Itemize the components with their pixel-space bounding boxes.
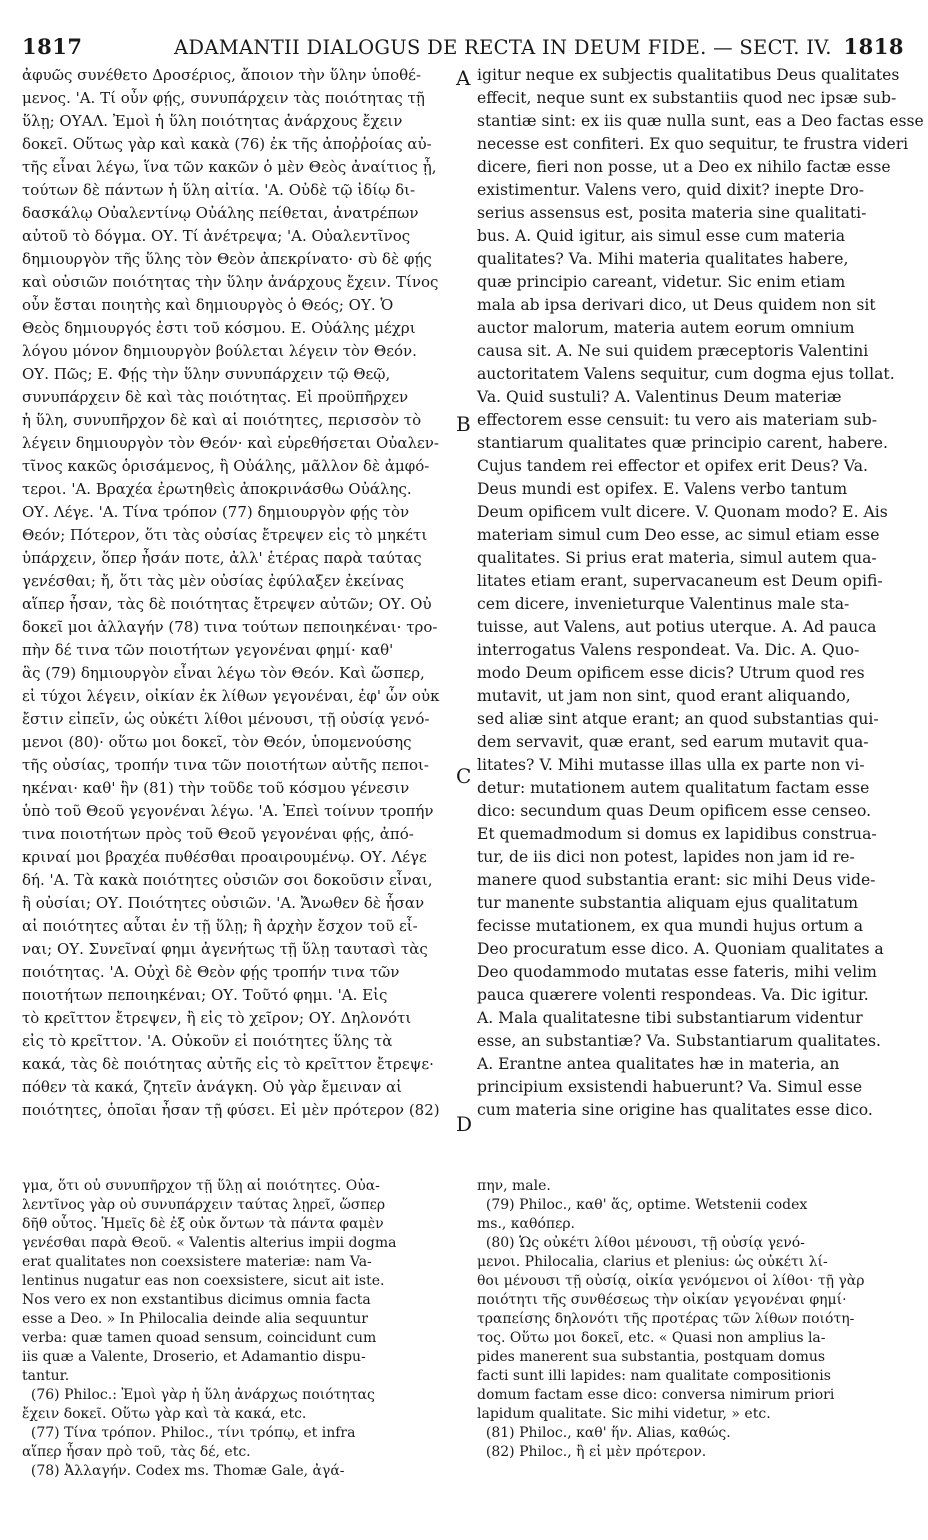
running-title: ADAMANTII DIALOGUS DE RECTA IN DEUM FIDE. — SECT. IV. xyxy=(174,36,832,59)
margin-letter-b: B xyxy=(456,412,471,436)
latin-text-column: igitur neque ex subjectis qualitatibus Deus qualitates effecit, neque sunt ex substantiis quod nec ipsæ sub- stantiæ sint: ex iis quæ nulla sunt, eas a Deo factas esse necesse est confiteri. Ex quo sequitur, te frustra videri dicere, fieri non posse, ut a Deo ex nihilo factæ esse existimentur. Valens vero, quid dixit? inepte Dro- serius assensus est, posita materia sine qualitati- bus. A. Quid igitur, ais simul esse cum materia qualitates? Va. Mihi materia qualitates habere, quæ principio careant, videtur. Sic enim etiam mala ab ipsa derivari dico, ut Deus quidem non sit auctor malorum, materia autem eorum omnium causa sit. A. Ne sui quidem præceptoris Valentini auctoritatem Valens sequitur, cum dogma ejus tollat. Va. Quid sustuli? A. Valentinus Deum materiæ effectorem esse censuit: tu vero ais materiam sub- stantiarum qualitates quæ principio carent, habere. Cujus tandem rei effector et opifex erit Deus? Va. Deus mundi est opifex. E. Valens verbo tantum Deum opificem vult dicere. V. Quonam modo? E. Ais materiam simul cum Deo esse, ac simul etiam esse qualitates. Si prius erat materia, simul autem qua- litates etiam erant, supervacaneum est Deum opifi- cem dicere, invenieturque Valentinus male sta- tuisse, aut Valens, aut potius uterque. A. Ad pauca interrogatus Valens respondeat. Va. Dic. A. Quo- modo Deum opificem esse dicis? Utrum quod res mutavit, ut jam non sint, quod erant aliquando, sed aliæ sint atque erant; an quod substantias qui- dem servavit, quæ erant, sed earum mutavit qua- litates? V. Mihi mutasse illas ulla ex parte non vi- detur: mutationem autem qualitatum factam esse dico: secundum quas Deum opificem esse censeo. Et quemadmodum si domus ex lapidibus construa- tur, de iis dici non potest, lapides non jam id re- manere quod substantia erant: sic mihi Deus vide- tur manente substantia aliquam ejus qualitatum fecisse mutationem, ex qua mundi hujus ortum a Deo procuratum esse dico. A. Quoniam qualitates a Deo quodammodo mutatas esse fateris, mihi velim pauca quærere volenti respondeas. Va. Dic igitur. A. Mala qualitatesne tibi substantiarum videntur esse, an substantiæ? Va. Substantiarum qualitates. A. Erantne antea qualitates hæ in materia, an principium exsistendi habuerunt? Va. Simul esse cum materia sine origine has qualitates esse dico. xyxy=(477,66,924,1119)
margin-letter-c: C xyxy=(456,764,472,788)
margin-letter-a: A xyxy=(456,66,471,90)
page-number-right: 1818 xyxy=(843,34,904,59)
footnotes-left: γμα, ὅτι οὐ συνυπῆρχον τῇ ὕλῃ αἱ ποιότητες. Οὐα- λεντῖνος γὰρ οὐ συνυπάρχειν ταύτας λῃρεῖ, ὥσπερ δῆθ οὗτος. Ἡμεῖς δὲ ἐξ οὐκ ὄντων τὰ πάντα φαμὲν γενέσθαι παρὰ Θεοῦ. « Valentis alterius impii dogma erat qualitates non coexsistere materiæ: nam Va- lentinus nugatur eas non coexsistere, sicut ait iste. Nos vero ex non exstantibus dicimus omnia facta esse a Deo. » In Philocalia deinde alia sequuntur verba: quæ tamen quoad sensum, coincidunt cum iis quæ a Valente, Droserio, et Adamantio dispu- tantur. (76) Philoc.: Ἐμοὶ γὰρ ἡ ὕλη ἀνάρχως ποιότητας ἔχειν δοκεῖ. Οὕτω γὰρ καὶ τὰ κακά, etc. (77) Τίνα τρόπον. Philoc., τίνι τρόπῳ, et infra αἵπερ ἦσαν πρὸ τοῦ, τὰς δέ, etc. (78) Ἀλλαγήν. Codex ms. Thomæ Gale, ἀγά- xyxy=(22,1178,397,1479)
greek-text-column: ἀφυῶς συνέθετο Δροσέριος, ἄποιον τὴν ὕλην ὑποθέ- μενος. 'Α. Τί οὖν φῄς, συνυπάρχειν τὰς ποιότητας τῇ ὕλῃ; ΟΥΑΛ. Ἐμοὶ ἡ ὕλη ποιότητας ἀνάρχους ἔχειν δοκεῖ. Οὕτως γὰρ καὶ κακὰ (76) ἐκ τῆς ἀποῤῥοίας αὐ- τῆς εἶναι λέγω, ἵνα τῶν κακῶν ὁ μὲν Θεὸς ἀναίτιος ᾖ, τούτων δὲ πάντων ἡ ὕλη αἰτία. 'Α. Οὐδὲ τῷ ἰδίῳ δι- δασκάλῳ Οὐαλεντίνῳ Οὐάλης πείθεται, ἀνατρέπων αὐτοῦ τὸ δόγμα. ΟΥ. Τί ἀνέτρεψα; 'Α. Οὐαλεντῖνος δημιουργὸν τῆς ὕλης τὸν Θεὸν ἀπεκρίνατο· σὺ δὲ φῄς καὶ οὐσιῶν ποιότητας τὴν ὕλην ἀνάρχους ἔχειν. Τίνος οὖν ἔσται ποιητὴς καὶ δημιουργὸς ὁ Θεός; ΟΥ. Ὁ Θεὸς δημιουργός ἐστι τοῦ κόσμου. Ε. Οὐάλης μέχρι λόγου μόνον δημιουργὸν βούλεται λέγειν τὸν Θεόν. ΟΥ. Πῶς; Ε. Φῄς τὴν ὕλην συνυπάρχειν τῷ Θεῷ, συνυπάρχειν δὲ καὶ τὰς ποιότητας. Εἰ προϋπῆρχεν ἡ ὕλη, συνυπῆρχον δὲ καὶ αἱ ποιότητες, περισσὸν τὸ λέγειν δημιουργὸν τὸν Θεόν· καὶ εὑρεθήσεται Οὐαλεν- τῖνος κακῶς ὁρισάμενος, ἢ Οὐάλης, μᾶλλον δὲ ἀμφό- τεροι. 'Α. Βραχέα ἐρωτηθεὶς ἀποκρινάσθω Οὐάλης. ΟΥ. Λέγε. 'Α. Τίνα τρόπον (77) δημιουργὸν φῄς τὸν Θεόν; Πότερον, ὅτι τὰς οὐσίας ἔτρεψεν εἰς τὸ μηκέτι ὑπάρχειν, ὅπερ ἦσάν ποτε, ἀλλ' ἑτέρας παρὰ ταύτας γενέσθαι; ἤ, ὅτι τὰς μὲν οὐσίας ἐφύλαξεν ἐκείνας αἵπερ ἦσαν, τὰς δὲ ποιότητας ἔτρεψεν αὐτῶν; ΟΥ. Οὐ δοκεῖ μοι ἀλλαγήν (78) τινα τούτων πεποιηκέναι· τρο- πὴν δέ τινα τῶν ποιοτήτων γεγονέναι φημί· καθ' ἃς (79) δημιουργὸν εἶναι λέγω τὸν Θεόν. Καὶ ὥσπερ, εἰ τύχοι λέγειν, οἰκίαν ἐκ λίθων γεγονέναι, ἐφ' ὧν οὐκ ἔστιν εἰπεῖν, ὡς οὐκέτι λίθοι μένουσι, τῇ οὐσίᾳ γενό- μενοι (80)· οὕτω μοι δοκεῖ, τὸν Θεόν, ὑπομενούσης τῆς οὐσίας, τροπήν τινα τῶν ποιοτήτων αὐτῆς πεποι- ηκέναι· καθ' ἣν (81) τὴν τοῦδε τοῦ κόσμου γένεσιν ὑπὸ τοῦ Θεοῦ γεγονέναι λέγω. 'Α. Ἐπεὶ τοίνυν τροπήν τινα ποιοτήτων πρὸς τοῦ Θεοῦ γεγονέναι φῄς, ἀπό- κριναί μοι βραχέα πυθέσθαι προαιρουμένῳ. ΟΥ. Λέγε δή. 'Α. Τὰ κακὰ ποιότητες οὐσιῶν σοι δοκοῦσιν εἶναι, ἢ οὐσίαι; ΟΥ. Ποιότητες οὐσιῶν. 'Α. Ἄνωθεν δὲ ἦσαν αἱ ποιότητες αὗται ἐν τῇ ὕλῃ; ἢ ἀρχὴν ἔσχον τοῦ εἶ- ναι; ΟΥ. Συνεῖναί φημι ἀγενήτως τῇ ὕλῃ ταυτασὶ τὰς ποιότητας. 'Α. Οὐχὶ δὲ Θεὸν φῄς τροπήν τινα τῶν ποιοτήτων πεποιηκέναι; ΟΥ. Τοῦτό φημι. 'Α. Εἰς τὸ κρεῖττον ἔτρεψεν, ἢ εἰς τὸ χεῖρον; ΟΥ. Δηλονότι εἰς τὸ κρεῖττον. 'Α. Οὐκοῦν εἰ ποιότητες ὕλης τὰ κακά, τὰς δὲ ποιότητας αὐτῆς εἰς τὸ κρεῖττον ἔτρεψε· πόθεν τὰ κακά, ζητεῖν ἀνάγκη. Οὐ γὰρ ἔμειναν αἱ ποιότητες, ὁποῖαι ἦσαν τῇ φύσει. Εἰ μὲν πρότερον (82) xyxy=(22,66,440,1119)
page-number-left: 1817 xyxy=(22,34,83,59)
page-header xyxy=(0,0,928,60)
margin-letter-d: D xyxy=(456,1112,473,1136)
footnotes-right: πην, male. (79) Philoc., καθ' ἅς, optime. Wetstenii codex ms., καθόπερ. (80) Ὡς οὐκέτι λίθοι μένουσι, τῇ οὐσίᾳ γενό- μενοι. Philocalia, clarius et plenius: ὡς οὐκέτι λί- θοι μένουσι τῇ οὐσίᾳ, οἰκία γενόμενοι οἱ λίθοι· τῇ γὰρ ποιότητι τῆς συνθέσεως τὴν οἰκίαν γεγονέναι φημί· τραπείσης δηλονότι τῆς προτέρας τῶν λίθων ποιότη- τος. Οὕτω μοι δοκεῖ, etc. « Quasi non amplius la- pides manerent sua substantia, postquam domus facti sunt illi lapides: nam qualitate compositionis domum factam esse dico: conversa nimirum priori lapidum qualitate. Sic mihi videtur, » etc. (81) Philoc., καθ' ἥν. Alias, καθώς. (82) Philoc., ἢ εἰ μὲν πρότερον. xyxy=(477,1178,865,1460)
